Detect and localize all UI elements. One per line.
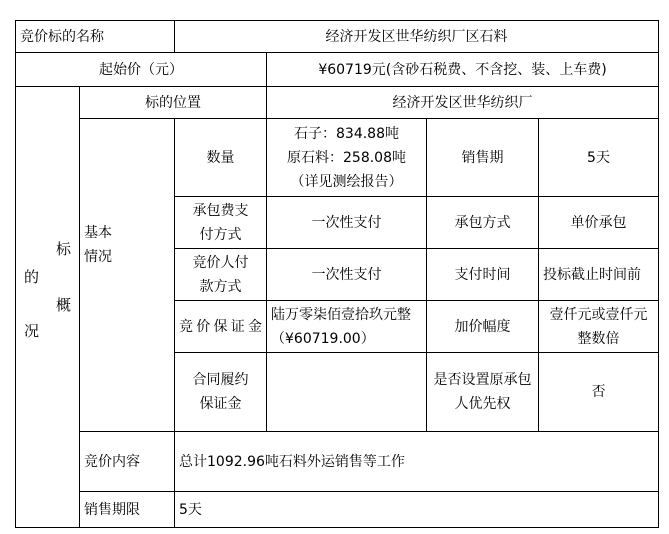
overview-char: 的 [24, 268, 40, 286]
quantity-value [267, 119, 427, 197]
name-label: 竞价标的名称 [16, 21, 175, 53]
table-row [16, 119, 659, 197]
overview-char: 标 [56, 240, 72, 258]
basic-label [80, 119, 175, 432]
content-label: 竞价内容 [80, 432, 175, 492]
contract-mode-value: 单价承包 [539, 197, 659, 249]
name-value: 经济开发区世华纺织厂区石料 [175, 21, 659, 53]
price-value: ¥60719元(含砂石税费、不含挖、装、上车费) [267, 53, 659, 87]
sale-period-label: 销售期 [427, 119, 539, 197]
table-row [16, 87, 659, 119]
basic-label-line: 基本 [84, 225, 112, 241]
quantity-label: 数量 [175, 119, 267, 197]
table-row [16, 53, 659, 87]
overview-label [16, 87, 80, 528]
period-limit-value: 5天 [175, 492, 659, 528]
payment-time-label: 支付时间 [427, 249, 539, 301]
performance-bond-label: 合同履约保证金 [175, 353, 267, 432]
auction-info-table [15, 20, 659, 528]
period-limit-label: 销售期限 [80, 492, 175, 528]
priority-value: 否 [539, 353, 659, 432]
location-label: 标的位置 [80, 87, 267, 119]
table-row [16, 432, 659, 492]
bidder-payment-value: 一次性支付 [267, 249, 427, 301]
location-value: 经济开发区世华纺织厂 [267, 87, 659, 119]
increment-value: 壹仟元或壹仟元整数倍 [539, 301, 659, 353]
quantity-line: 石子：834.88吨 [294, 125, 399, 142]
performance-bond-value [267, 353, 427, 432]
increment-label: 加价幅度 [427, 301, 539, 353]
price-label: 起始价（元） [16, 53, 267, 87]
fee-payment-value: 一次性支付 [267, 197, 427, 249]
deposit-label: 竞价保证金 [175, 301, 267, 353]
deposit-value: 陆万零柒佰壹拾玖元整（¥60719.00） [267, 301, 427, 353]
fee-payment-label: 承包费支付方式 [175, 197, 267, 249]
payment-time-value: 投标截止时间前 [539, 249, 659, 301]
overview-char: 况 [24, 322, 40, 340]
table-row [16, 21, 659, 53]
table-row [16, 492, 659, 528]
contract-mode-label: 承包方式 [427, 197, 539, 249]
content-value: 总计1092.96吨石料外运销售等工作 [175, 432, 659, 492]
basic-label-line: 情况 [84, 249, 112, 265]
bidder-payment-label: 竞价人付款方式 [175, 249, 267, 301]
quantity-line: 原石料：258.08吨 [287, 149, 406, 166]
quantity-line: （详见测绘报告） [290, 173, 403, 190]
priority-label: 是否设置原承包人优先权 [427, 353, 539, 432]
overview-char: 概 [56, 296, 72, 314]
sale-period-value: 5天 [539, 119, 659, 197]
